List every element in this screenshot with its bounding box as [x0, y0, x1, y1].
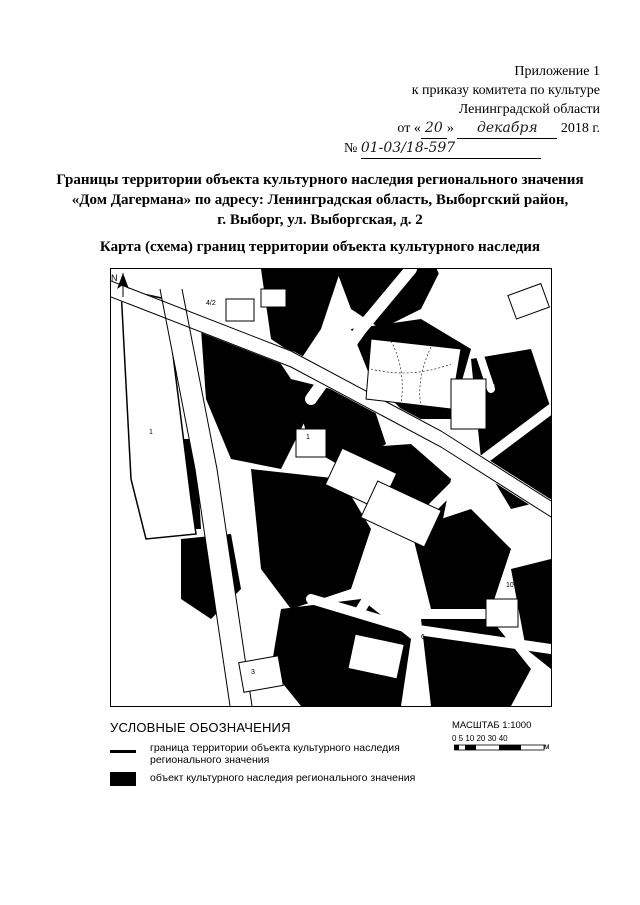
appendix-number-line [340, 139, 600, 159]
document-title [40, 170, 600, 230]
legend-title: УСЛОВНЫЕ ОБОЗНАЧЕНИЯ [110, 720, 291, 735]
svg-text:10: 10 [506, 582, 514, 589]
scale-unit: м [544, 742, 550, 751]
north-label: N [111, 273, 118, 283]
line-symbol-icon [110, 750, 136, 753]
svg-text:8: 8 [491, 384, 495, 391]
legend-item-boundary-text: граница территории объекта культурного наследия регионального значения [150, 742, 400, 766]
map-scheme [110, 268, 552, 707]
appendix-title: Приложение 1 [514, 64, 600, 79]
date-prefix: от « [397, 121, 421, 136]
date-year: 2018 г. [560, 121, 600, 136]
map-legend [110, 720, 550, 810]
filled-rectangle-symbol-icon [110, 772, 136, 786]
appendix-region: Ленинградской области [458, 102, 600, 117]
svg-text:6: 6 [421, 634, 425, 641]
svg-text:3: 3 [251, 669, 255, 676]
svg-text:5: 5 [416, 304, 420, 311]
map-drawing [111, 269, 551, 706]
map-heading: Карта (схема) границ территории объекта культурного наследия [99, 239, 541, 255]
date-month: декабря [457, 119, 557, 139]
appendix-header [340, 62, 600, 159]
title-line-2: «Дом Дагермана» по адресу: Ленинградская область, Выборгский район, [71, 192, 569, 208]
svg-text:1: 1 [149, 429, 153, 436]
svg-text:8: 8 [411, 504, 415, 511]
legend-item-object-text: объект культурного наследия регионального значения [150, 772, 416, 784]
number-value: 01-03/18-597 [361, 139, 541, 159]
title-line-3: г. Выборг, ул. Выборгская, д. 2 [217, 212, 423, 228]
scale-bar-icon [454, 744, 552, 752]
appendix-order-ref: к приказу комитета по культуре [411, 83, 600, 98]
svg-text:1: 1 [306, 434, 310, 441]
date-mid: » [446, 121, 454, 136]
date-day: 20 [421, 119, 447, 139]
appendix-date-line [340, 119, 600, 139]
scale-ticks: 0 5 10 20 30 40 [452, 734, 508, 743]
scale-title: МАСШТАБ 1:1000 [452, 720, 532, 731]
number-prefix: № [344, 141, 358, 156]
svg-text:4/2: 4/2 [206, 300, 216, 307]
svg-text:6: 6 [336, 304, 340, 311]
title-line-1: Границы территории объекта культурного наследия регионального значения [56, 172, 584, 188]
